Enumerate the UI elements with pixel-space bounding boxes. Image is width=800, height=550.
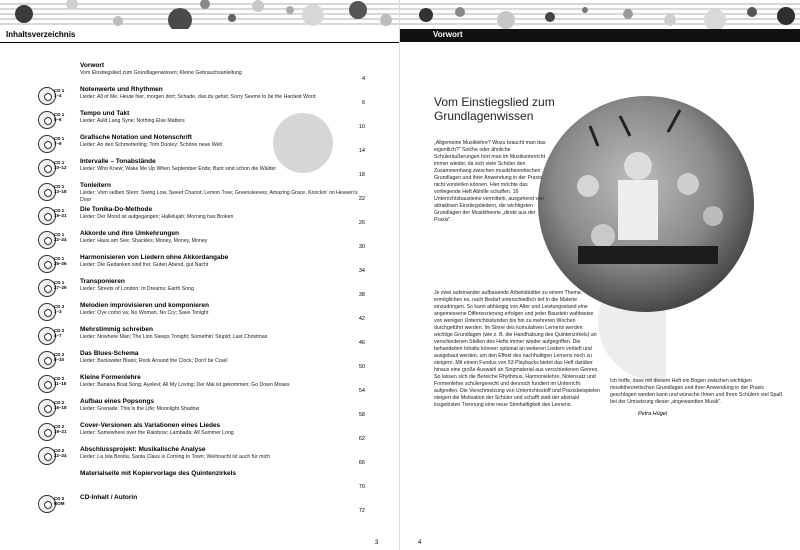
toc-entry: [40, 86, 365, 110]
cd-label: [54, 208, 74, 218]
cd-tracks: 25–26: [54, 261, 67, 266]
toc-entry-songs: Lieder: Somewhere over the Rainbow; Lambada; All Summer Long: [80, 430, 234, 436]
cd-badge: [38, 135, 68, 153]
vorwort-header: Vorwort: [433, 30, 463, 39]
cd-number: CD 1: [54, 184, 65, 189]
toc-entry-title: Materialseite mit Kopiervorlage des Quintenzirkels: [80, 470, 237, 477]
cd-badge: [38, 279, 68, 297]
toc-entry-text: [80, 110, 365, 125]
toc-page-number: 62: [358, 436, 365, 442]
toc-entry-songs: Lieder: Auld Lang Syne; Nothing Else Matters: [80, 118, 185, 124]
toc-entry-title: Harmonisieren von Liedern ohne Akkordangabe: [80, 254, 229, 261]
cd-badge: [38, 423, 68, 441]
toc-entry: [40, 254, 365, 278]
toc-page-number: 4: [361, 76, 365, 82]
toc-page-number: 42: [358, 316, 365, 322]
toc-entry: [40, 422, 365, 446]
vorwort-paragraph-2: Je zwei aufeinander aufbauende Arbeitsblätter zu einem Thema ermöglichen es, nach Bedarf unterschiedlich tief in die Materie einzudringen. So kann abhängig von Alter und Leistungsstand eine angemessene Differenzierung erfolgen und jeder Baustein wahlweise von wenigen Unterrichtsstunden bis hin zu mehreren Wochen durchgeführt werden. Im Sinne des kumulativen Lernens werden wichtige Grundlagen (wie z. B. die Handhabung des Quintenzirkels) an verschiedenen Stellen des Hefts immer wieder aufgegriffen. Die behandelten Inhalte können optional an weiteren Liedern vertieft und ausgebaut werden, um den Effekt des nachhaltigen Lernens noch zu steigern. Mit einem Fundus von 53 Playbacks bietet das Heft darüber hinaus eine große Auswahl an Singmaterial aus verschiedenen Genres. So lassen sich die Bereiche Rhythmus, Harmonielehre, Notensatz und Formenlehre schülergerecht und dennoch fundiert im Unterricht aufgreifen. Die Verschmelzung von Unterrichtsstoff und Praxisbeispielen steigert die Motivation der Schüler und schafft statt der abstrakt losgelösten Trennung eine neue Sinnhaftigkeit des Lernens.: [434, 290, 600, 408]
vorwort-paragraph-3: Ich hoffe, dass mit diesem Heft ein Bogen zwischen wichtigen musiktheoretischen Grundlagen und ihrer Anwendung in der Praxis geschlagen werden kann und wünsche Ihnen und Ihren Schülern viel Spaß bei der Umsetzung dieser „angewandten Musik".: [610, 378, 783, 405]
toc-page-number: 50: [358, 364, 365, 370]
cd-label: [54, 112, 74, 122]
toc-entry: [40, 446, 365, 470]
toc-entry-title: Cover-Versionen als Variationen eines Liedes: [80, 422, 221, 429]
toc-entry: [40, 350, 365, 374]
cd-label: [54, 88, 74, 98]
toc-page-number: 70: [358, 484, 365, 490]
toc-page-number: 54: [358, 388, 365, 394]
cd-label: [54, 184, 74, 194]
cd-label: [54, 328, 74, 338]
cd-badge: [38, 303, 68, 321]
toc-entry: [40, 494, 365, 518]
cd-badge: [38, 231, 68, 249]
cd-label: [54, 160, 74, 170]
toc-entry-songs: Vom Einstiegslied zum Grundlagenwissen; Kleine Gebrauchsanleitung: [80, 70, 242, 76]
toc-entry-title: Aufbau eines Popsongs: [80, 398, 155, 405]
cd-tracks: 13–18: [54, 189, 67, 194]
toc-entry-songs: Lieder: Banana Boat Song; Ayelevi; All My Loving; Der Mai ist gekommen; Go Down Moses: [80, 382, 290, 388]
toc-entry-title: Melodien improvisieren und komponieren: [80, 302, 209, 309]
cd-label: [54, 232, 74, 242]
toc-entry: [40, 302, 365, 326]
cd-label: [54, 256, 74, 266]
toc-entry-songs: Lieder: All of Me; Heute hier, morgen dort; Schade, das du gehst; Sorry Seems to be the Hardest Word: [80, 94, 316, 100]
toc-entry: [40, 374, 365, 398]
toc-entry-text: [80, 326, 365, 341]
toc-entry-title: CD-Inhalt / Autorin: [80, 494, 138, 501]
toc-entry: [40, 182, 365, 206]
toc-entry-text: [80, 158, 365, 173]
toc-entry-title: Mehrstimmig schreiben: [80, 326, 153, 333]
cd-badge: [38, 87, 68, 105]
toc-entry-songs: Lieder: Nowhere Man; The Lion Sleeps Tonight; Somethin' Stupid; Last Christmas: [80, 334, 268, 340]
vorwort-paragraph-1: „Allgemeine Musiklehre? Wozu braucht man das eigentlich?" Solche oder ähnliche Schüleräußerungen hört man im Musikunterricht immer wieder, da sich viele Schüler den Zusammenhang zwischen musiktheoretischen Grundlagen und ihrer Anwendung in der Praxis nicht vorstellen können. Hier möchte das vorliegende Heft Abhilfe schaffen. 16 Unterrichtsbausteine vermitteln, ausgehend von attraktiven Einstiegsliedern, die wichtigsten Grundlagen der Musiktheorie „direkt aus der Praxis".: [434, 140, 546, 223]
cd-tracks: ROM: [54, 501, 65, 506]
toc-page-number: 46: [358, 340, 365, 346]
toc-page-number: 66: [358, 460, 365, 466]
page-number-right: 4: [418, 540, 422, 546]
toc-header: Inhaltsverzeichnis: [6, 30, 76, 39]
cd-label: [54, 376, 74, 386]
cd-number: CD 1: [54, 112, 65, 117]
toc-entry: [40, 230, 365, 254]
cd-number: CD 1: [54, 208, 65, 213]
cd-label: [54, 304, 74, 314]
toc-entry-songs: Lieder: Der Mond ist aufgegangen; Hallelujah; Morning has Broken: [80, 214, 234, 220]
cd-number: CD 2: [54, 352, 65, 357]
cd-tracks: 8–10: [54, 357, 65, 362]
cd-tracks: 16–18: [54, 405, 67, 410]
toc-entry: [40, 134, 365, 158]
cd-number: CD 2: [54, 424, 65, 429]
toc-page-number: 6: [361, 100, 365, 106]
toc-entry: [40, 278, 365, 302]
cd-number: CD 2: [54, 328, 65, 333]
page-number-left: 3: [375, 540, 379, 546]
toc-entry-title: Tonleitern: [80, 182, 111, 189]
vorwort-title: Vom Einstiegslied zum Grundlagenwissen: [434, 95, 555, 123]
toc-entry: [40, 62, 365, 86]
toc-entry-songs: Lieder: Haus am See; Shackles; Money, Money, Money: [80, 238, 208, 244]
cd-tracks: 5–6: [54, 117, 62, 122]
toc-entry-text: [80, 470, 365, 478]
toc-entry-title: Vorwort: [80, 62, 105, 69]
toc-entry: [40, 326, 365, 350]
toc-entry-text: [80, 302, 365, 317]
toc-entry-text: [80, 446, 365, 461]
toc-page-number: 38: [358, 292, 365, 298]
toc-entry-text: [80, 422, 365, 437]
class-photo: [538, 96, 754, 312]
toc-entry: [40, 398, 365, 422]
toc-entry-title: Das Blues-Schema: [80, 350, 139, 357]
toc-entry: [40, 158, 365, 182]
cd-tracks: 1–4: [54, 93, 62, 98]
toc-entry-songs: Lieder: Streets of London; In Dreams; Earth Song: [80, 286, 194, 292]
cd-badge: [38, 351, 68, 369]
cd-label: [54, 424, 74, 434]
cd-tracks: 19–21: [54, 429, 67, 434]
toc-page-number: 34: [358, 268, 365, 274]
cd-tracks: 22–24: [54, 453, 67, 458]
toc-entry-text: [80, 182, 365, 203]
toc-entry-title: Intervalle – Tonabstände: [80, 158, 156, 165]
cd-number: CD 2: [54, 496, 65, 501]
cd-badge: [38, 255, 68, 273]
toc-entry: [40, 110, 365, 134]
toc-entry-text: [80, 206, 365, 221]
toc-entry: [40, 470, 365, 494]
toc-page-number: 14: [358, 148, 365, 154]
toc-page-number: 58: [358, 412, 365, 418]
toc-entry-songs: Lieder: Oye como va; No Woman, No Cry; Save Tonight: [80, 310, 209, 316]
toc-entry-songs: Lieder: An den Schmetterling; Tom Dooley; Schöne neue Welt: [80, 142, 222, 148]
cd-tracks: 27–29: [54, 285, 67, 290]
cd-number: CD 1: [54, 136, 65, 141]
cd-tracks: 22–24: [54, 237, 67, 242]
toc-entry-title: Tempo und Takt: [80, 110, 130, 117]
cd-number: CD 2: [54, 448, 65, 453]
cd-badge: [38, 399, 68, 417]
toc-entry: [40, 206, 365, 230]
toc-entry-songs: Lieder: Grenade; This is the Life; Moonlight Shadow: [80, 406, 200, 412]
toc-entry-title: Kleine Formenlehre: [80, 374, 141, 381]
cd-label: [54, 136, 74, 146]
cd-badge: [38, 375, 68, 393]
toc-entry-songs: Lieder: La Isla Bonita; Santa Claus is Coming to Town; Weihnacht ist auch für mich: [80, 454, 271, 460]
toc-entry-songs: Lieder: Vom selben Stern; Swing Low, Sweet Chariot; Lemon Tree; Greensleeves; Amazing Grace, Knockin' on Heaven's Door: [80, 190, 358, 203]
toc-entry-text: [80, 134, 365, 149]
cd-number: CD 2: [54, 304, 65, 309]
toc-page-number: 72: [358, 508, 365, 514]
table-of-contents: [40, 62, 365, 518]
cd-label: [54, 280, 74, 290]
cd-badge: [38, 495, 68, 513]
toc-entry-title: Transponieren: [80, 278, 125, 285]
cd-number: CD 2: [54, 376, 65, 381]
toc-entry-text: [80, 398, 365, 413]
cd-tracks: 1–3: [54, 309, 62, 314]
toc-entry-text: [80, 494, 365, 502]
cd-badge: [38, 327, 68, 345]
cd-tracks: 19–21: [54, 213, 67, 218]
toc-entry-title: Die Tonika-Do-Methode: [80, 206, 153, 213]
toc-entry-title: Akkorde und ihre Umkehrungen: [80, 230, 179, 237]
cd-badge: [38, 447, 68, 465]
toc-entry-songs: Lieder: Backwater Blues; Rock Around the Clock; Don't be Cruel: [80, 358, 228, 364]
toc-entry-title: Abschlussprojekt: Musikalische Analyse: [80, 446, 206, 453]
toc-entry-text: [80, 254, 365, 269]
toc-page-number: 26: [358, 220, 365, 226]
toc-entry-text: [80, 62, 365, 77]
toc-entry-songs: Lieder: Who Knew; Wake Me Up When September Ends; Bunt sind schon die Wälder: [80, 166, 277, 172]
cd-badge: [38, 159, 68, 177]
toc-entry-text: [80, 350, 365, 365]
cd-number: CD 1: [54, 160, 65, 165]
cd-badge: [38, 183, 68, 201]
cd-badge: [38, 111, 68, 129]
cd-tracks: 4–7: [54, 333, 62, 338]
cd-number: CD 1: [54, 280, 65, 285]
cd-number: CD 1: [54, 88, 65, 93]
cd-number: CD 1: [54, 256, 65, 261]
cd-label: [54, 352, 74, 362]
toc-entry-text: [80, 374, 365, 389]
cd-number: CD 1: [54, 232, 65, 237]
toc-page-number: 18: [358, 172, 365, 178]
toc-page-number: 30: [358, 244, 365, 250]
cd-tracks: 10–12: [54, 165, 67, 170]
signature: Petra Hügel: [638, 411, 668, 417]
toc-entry-text: [80, 278, 365, 293]
toc-entry-text: [80, 230, 365, 245]
cd-label: [54, 448, 74, 458]
cd-label: [54, 400, 74, 410]
toc-page-number: 22: [358, 196, 365, 202]
cd-tracks: 11–15: [54, 381, 67, 386]
cd-label: [54, 496, 74, 506]
cd-badge: [38, 207, 68, 225]
cd-tracks: 7–9: [54, 141, 62, 146]
toc-page-number: 10: [358, 124, 365, 130]
class-photo-illustration: [538, 96, 754, 312]
toc-entry-songs: Lieder: Die Gedanken sind frei; Guten Abend, gut Nacht: [80, 262, 209, 268]
toc-entry-title: Grafische Notation und Notenschrift: [80, 134, 192, 141]
cd-number: CD 2: [54, 400, 65, 405]
toc-entry-text: [80, 86, 365, 101]
toc-entry-title: Notenwerte und Rhythmen: [80, 86, 163, 93]
